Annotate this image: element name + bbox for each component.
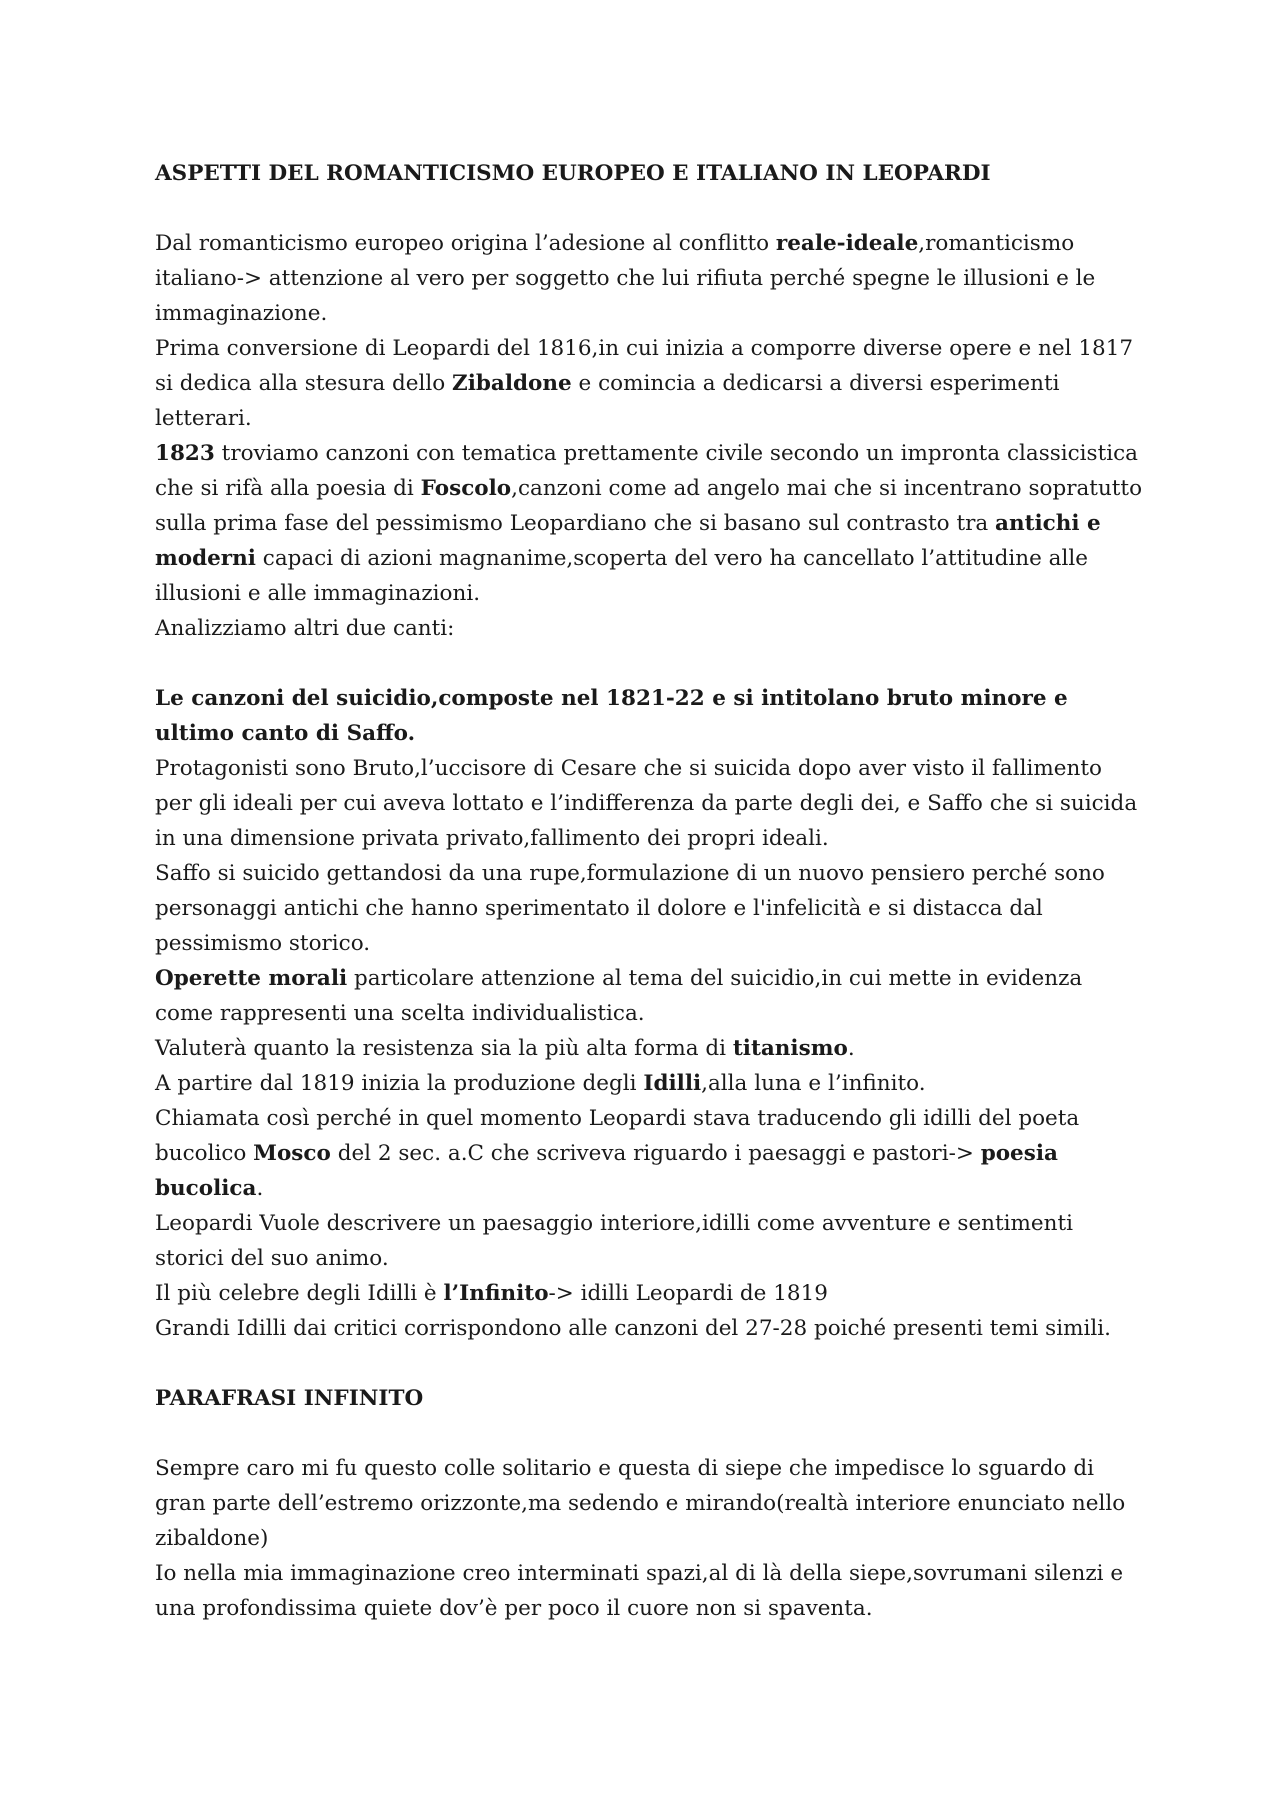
spacer (155, 191, 1145, 226)
spacer (155, 646, 1145, 681)
bold-term-zibaldone: Zibaldone (452, 371, 572, 396)
text-span: e comincia a dedicarsi a diversi esperimenti letterari. (155, 371, 1060, 431)
paragraph-operette-morali (155, 961, 1145, 1031)
text-span: . (256, 1176, 264, 1201)
text-span: . (847, 1036, 855, 1061)
paragraph-first-conversion (155, 331, 1145, 436)
text-span: ,romanticismo italiano-> attenzione al vero per soggetto che lui rifiuta perché spegne le illusioni e le immaginazione. (155, 231, 1096, 326)
bold-term-1823: 1823 (155, 441, 215, 466)
paragraph-mosco (155, 1101, 1145, 1206)
paragraph-idilli-1819 (155, 1066, 1145, 1101)
text-span: troviamo canzoni con tematica prettamente civile secondo un impronta classicistica che si rifà alla poesia di (155, 441, 1138, 501)
paragraph-infinito (155, 1276, 1145, 1311)
paragraph-analizziamo: Analizziamo altri due canti: (155, 616, 455, 641)
bold-term-mosco: Mosco (253, 1141, 331, 1166)
paragraph-parafrasi-2: Io nella mia immaginazione creo interminati spazi,al di là della siepe,sovrumani silenzi e una profondissima quiete dov’è per poco il cuore non si spaventa. (155, 1561, 1124, 1621)
text-span: particolare attenzione al tema del suicidio,in cui mette in evidenza come rappresenti una scelta individualistica. (155, 966, 1083, 1026)
paragraph-grandi-idilli: Grandi Idilli dai critici corrispondono alle canzoni del 27-28 poiché presenti temi simili. (155, 1316, 1111, 1341)
text-span: ,canzoni come ad angelo mai che si incentrano sopratutto sulla prima fase del pessimismo Leopardiano che si basano sul contrasto tra (155, 476, 1143, 536)
text-span: ,alla luna e l’infinito. (701, 1071, 926, 1096)
bold-term-operette-morali: Operette morali (155, 966, 348, 991)
document-page (155, 156, 1145, 1626)
subheading-parafrasi: PARAFRASI INFINITO (155, 1386, 424, 1411)
text-span: Chiamata così perché in quel momento Leopardi stava traducendo gli idilli del poeta bucolico (155, 1106, 1080, 1166)
paragraph-parafrasi-1: Sempre caro mi fu questo colle solitario e questa di siepe che impedisce lo sguardo di gran parte dell’estremo orizzonte,ma sedendo e mirando(realtà interiore enunciato nello zibaldone) (155, 1456, 1126, 1551)
text-span: del 2 sec. a.C che scriveva riguardo i paesaggi e pastori-> (330, 1141, 981, 1166)
bold-term-titanismo: titanismo (732, 1036, 848, 1061)
paragraph-romanticism-conflict (155, 226, 1145, 331)
paragraph-1823-canzoni (155, 436, 1145, 611)
spacer (155, 1416, 1145, 1451)
text-span: Valuterà quanto la resistenza sia la più alta forma di (155, 1036, 733, 1061)
paragraph-saffo: Saffo si suicido gettandosi da una rupe,formulazione di un nuovo pensiero perché sono personaggi antichi che hanno sperimentato il dolore e l'infelicità e si distacca dal pessimismo storico. (155, 861, 1105, 956)
paragraph-protagonisti: Protagonisti sono Bruto,l’uccisore di Cesare che si suicida dopo aver visto il fallimento per gli ideali per cui aveva lottato e l’indifferenza da parte degli dei, e Saffo che si suicida in una dimensione privata privato,fallimento dei propri ideali. (155, 756, 1138, 851)
bold-term-poesia-bucolica: poesia bucolica (155, 1141, 1058, 1201)
bold-term-reale-ideale: reale-ideale (775, 231, 919, 256)
text-span: Dal romanticismo europeo origina l’adesione al conflitto (155, 231, 776, 256)
text-span: A partire dal 1819 inizia la produzione degli (155, 1071, 644, 1096)
bold-term-idilli: Idilli (643, 1071, 702, 1096)
bold-term-antichi-moderni: antichi e moderni (155, 511, 1101, 571)
spacer (155, 1346, 1145, 1381)
text-span: capaci di azioni magnanime,scoperta del vero ha cancellato l’attitudine alle illusioni e alle immaginazioni. (155, 546, 1088, 606)
text-span: Prima conversione di Leopardi del 1816,in cui inizia a comporre diverse opere e nel 1817 si dedica alla stesura dello (155, 336, 1134, 396)
paragraph-titanismo (155, 1031, 1145, 1066)
text-span: Il più celebre degli Idilli è (155, 1281, 444, 1306)
paragraph-paesaggio-interiore: Leopardi Vuole descrivere un paesaggio interiore,idilli come avventure e sentimenti storici del suo animo. (155, 1211, 1074, 1271)
text-span: -> idilli Leopardi de 1819 (548, 1281, 828, 1306)
bold-term-foscolo: Foscolo (420, 476, 512, 501)
bold-term-infinito: l’Infinito (443, 1281, 549, 1306)
document-title: ASPETTI DEL ROMANTICISMO EUROPEO E ITALIANO IN LEOPARDI (155, 161, 991, 186)
subheading-canzoni-suicidio: Le canzoni del suicidio,composte nel 1821-22 e si intitolano bruto minore e ultimo canto di Saffo. (155, 686, 1068, 746)
